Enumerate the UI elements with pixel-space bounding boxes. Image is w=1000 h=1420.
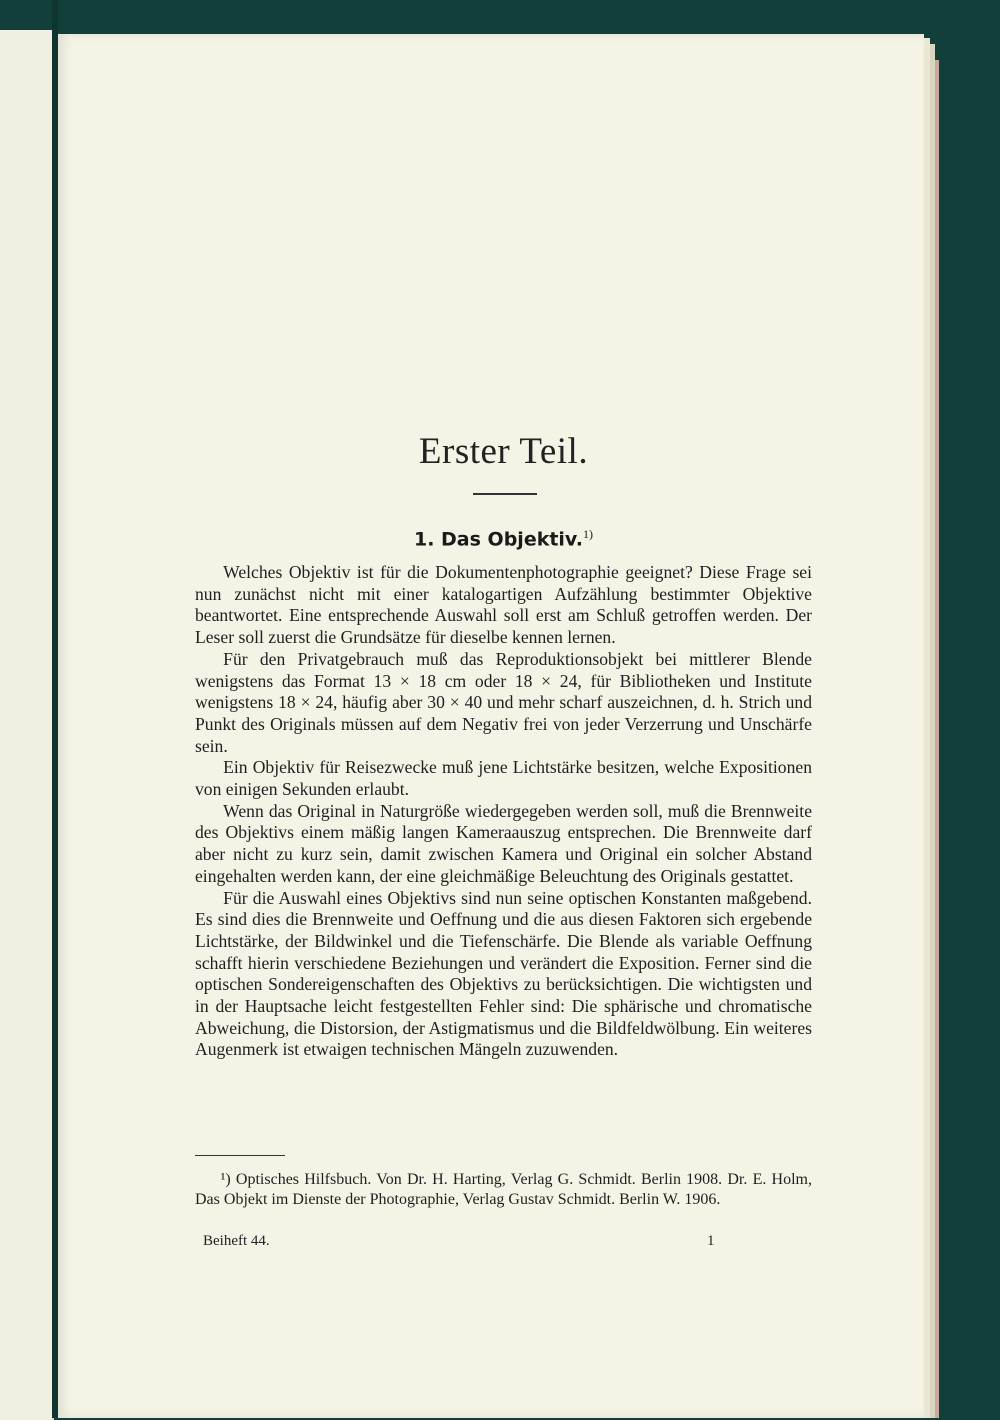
title-rule bbox=[473, 493, 537, 495]
previous-page-edge bbox=[0, 30, 54, 1420]
chapter-heading bbox=[195, 527, 812, 550]
body-text bbox=[195, 562, 812, 1061]
chapter-footnote-mark: 1) bbox=[583, 527, 593, 541]
chapter-title: 1. Das Objektiv. bbox=[413, 528, 583, 551]
page-number: 1 bbox=[707, 1233, 715, 1249]
footnote-text: ¹) Optisches Hilfsbuch. Von Dr. H. Harting, Verlag G. Schmidt. Berlin 1908. Dr. E. Holm, Das Objekt im Dienste der Photographie, Verlag Gustav Schmidt. Berlin W. 1906. bbox=[195, 1171, 812, 1208]
paragraph: Ein Objektiv für Reisezwecke muß jene Lichtstärke besitzen, welche Expositionen von einigen Sekunden erlaubt. bbox=[195, 757, 812, 800]
book-page bbox=[58, 34, 924, 1418]
footnote-rule bbox=[195, 1155, 285, 1156]
paragraph: Wenn das Original in Naturgröße wiedergegeben werden soll, muß die Brennweite des Objektivs einem mäßig langen Kameraauszug entsprechen. Die Brennweite darf aber nicht zu kurz sein, damit zwischen Kamera und Original ein solcher Abstand eingehalten werden kann, der eine gleichmäßige Beleuchtung des Originals gestattet. bbox=[195, 800, 812, 886]
signature-mark: Beiheft 44. bbox=[203, 1233, 270, 1249]
part-title: Erster Teil. bbox=[418, 431, 589, 472]
background bbox=[939, 70, 1000, 1418]
paragraph: Für den Privatgebrauch muß das Reproduktionsobjekt bei mittlerer Blende wenigstens das Format 13 × 18 cm oder 18 × 24, für Bibliotheken und Institute wenigstens 18 × 24, häufig aber 30 × 40 und mehr scharf auszeichnen, d. h. Strich und Punkt des Originals müssen auf dem Negativ frei von jeder Verzerrung und Unschärfe sein. bbox=[195, 648, 812, 756]
paragraph: Welches Objektiv ist für die Dokumentenphotographie geeignet? Diese Frage sei nun zunächst nicht mit einer katalogartigen Aufzählung bestimmter Objektive beantwortet. Eine entsprechende Auswahl soll erst am Schluß getroffen werden. Der Leser soll zuerst die Grundsätze für dieselbe kennen lernen. bbox=[195, 562, 812, 648]
footnote bbox=[195, 1170, 812, 1209]
paragraph: Für die Auswahl eines Objektivs sind nun seine optischen Konstanten maßgebend. Es sind dies die Brennweite und Oeffnung und die aus diesen Faktoren sich ergebende Lichtstärke, der Bildwinkel und die Tiefenschärfe. Die Blende als variable Oeffnung schafft hierin verschiedene Beziehungen und verändert die Exposition. Ferner sind die optischen Sondereigenschaften des Objektivs zu berücksichtigen. Die wichtigsten und in der Hauptsache leicht festgestellten Fehler sind: Die sphärische und chromatische Abweichung, die Distorsion, der Astigmatismus und die Bildfeldwölbung. Ein weiteres Augenmerk ist etwaigen technischen Mängeln zuzuwenden. bbox=[195, 887, 812, 1060]
